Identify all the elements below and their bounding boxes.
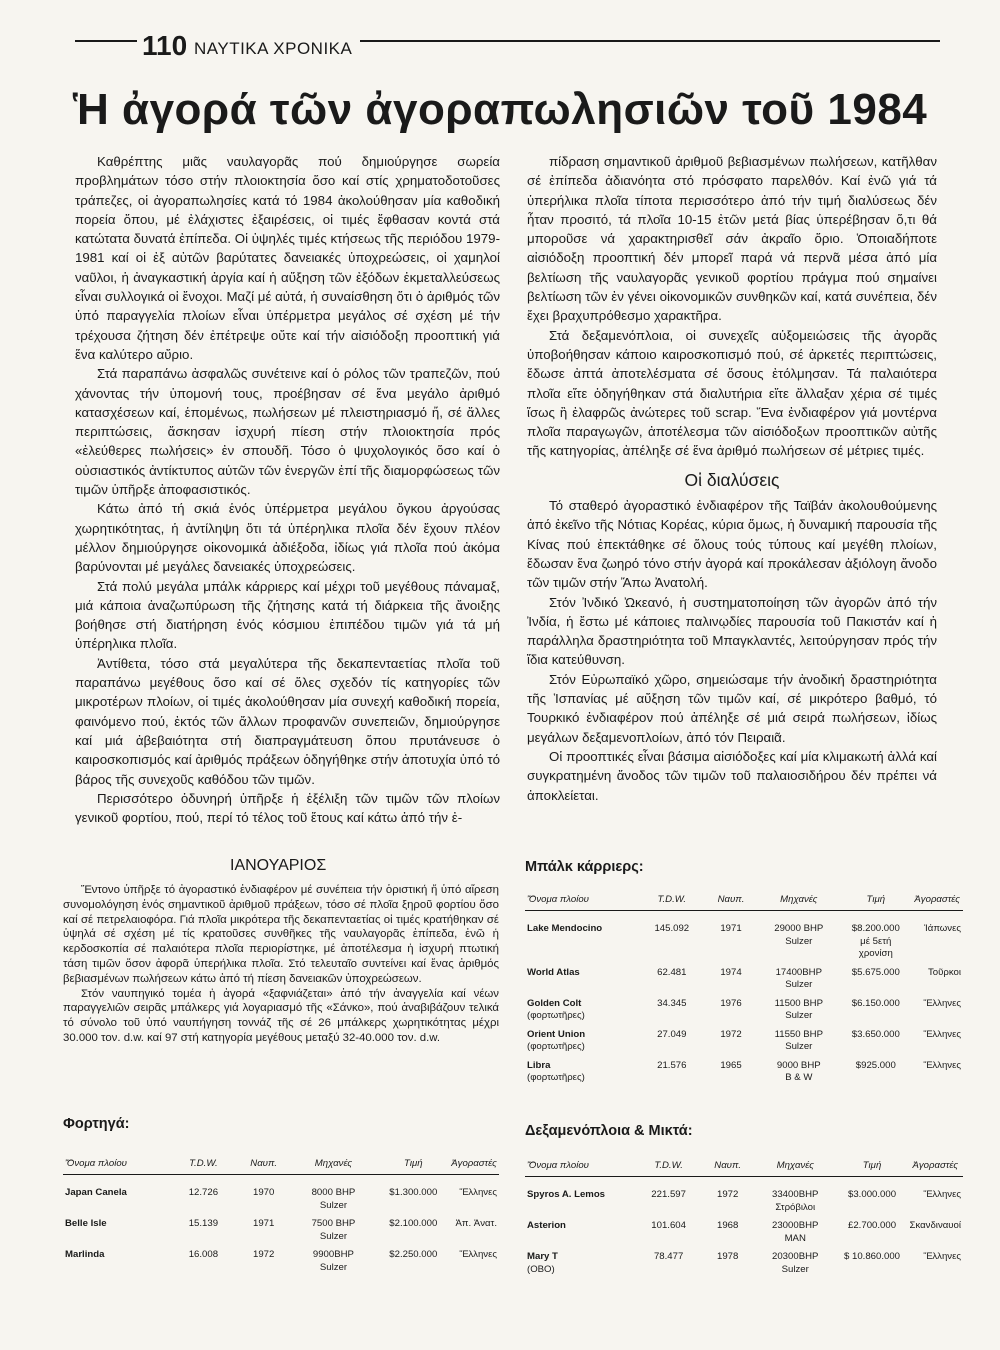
- table-row: [525, 911, 963, 967]
- built-year-cell: 1972: [720, 1028, 742, 1040]
- engine-make: Sulzer: [319, 1230, 348, 1242]
- built-year-cell: 1970: [252, 1187, 275, 1198]
- price: $6.150.000: [851, 997, 900, 1009]
- column-header: Μηχανές: [757, 884, 840, 911]
- engine-cell: [289, 1175, 377, 1219]
- price-cell: [840, 911, 911, 967]
- price: $2.250.000: [389, 1249, 438, 1260]
- column-header: Τιμή: [837, 1150, 908, 1177]
- engine-cell: [754, 1251, 837, 1282]
- paragraph: Περισσότερο ὀδυνηρή ὑπῆρξε ἡ ἐξέλιξη τῶν τιμῶν τῶν πλοίων γενικοῦ φορτίου, πού, περί τό τέλος τοῦ ἔτους καί κάτω ἀπό τήν ἐ-: [75, 790, 500, 826]
- paragraph: Τό σταθερό ἀγοραστικό ἐνδιαφέρον τῆς Ταϊβάν ἀκολουθούμενης ἀπό ἐκεῖνο τῆς Νότιας Κορέας, κύρια ὅμως, ἡ δυναμική παρουσία τῆς Κίνας πού ἐπεκτάθηκε σέ ὅλους τούς τύπους καί μεγέθη πλοίων, ἔδωσαν ἕνα ζωηρό τόνο στήν ἀγορά καί προκάλεσαν ἀξιόλογη ἄνοδο τῶν τιμῶν στήν Ἄπω Ἀνατολή.: [527, 498, 937, 591]
- column-header: T.D.W.: [636, 1150, 702, 1177]
- column-header: T.D.W.: [639, 884, 705, 911]
- built-year-cell: 1976: [720, 997, 742, 1009]
- buyer-cell: Ἰάπωνες: [924, 923, 961, 934]
- buyer-cell: Ἕλληνες: [923, 1189, 961, 1200]
- bulk-table-title: Μπάλκ κάρριερς:: [525, 859, 644, 875]
- engine-power: 8000 BHP: [311, 1187, 356, 1198]
- ship-name: Japan Canela: [65, 1187, 127, 1198]
- column-header: Ὄνομα πλοίου: [63, 1148, 169, 1175]
- table-row: [525, 1060, 963, 1091]
- january-text: [63, 883, 499, 1046]
- magazine-name: ΝΑΥΤΙΚΑ ΧΡΟΝΙΚΑ: [194, 39, 353, 58]
- cargo-table-title: Φορτηγά:: [63, 1116, 130, 1132]
- article-right-column: [527, 152, 937, 805]
- engine-cell: [289, 1218, 377, 1249]
- paragraph: Στά πολύ μεγάλα μπάλκ κάρριερς καί μέχρι τοῦ μεγέθους πάναμαξ, μιά κάποια ἀναζωπύρωση τῆς ζήτησης κατά τή διάρκεια τῆς ἄνοιξης βοήθησε στή διατήρηση ἑνός κόσμιου ἐπιπέδου τιμῶν γιά τά μή ὑπέρηλικα πλοῖα.: [75, 578, 500, 652]
- built-year-cell: 1965: [720, 1059, 742, 1071]
- engine-power: 23000BHP: [772, 1220, 819, 1231]
- buyer-cell: Ἕλληνες: [459, 1187, 497, 1198]
- tdw-cell: 12.726: [188, 1187, 219, 1198]
- column-header: T.D.W.: [169, 1148, 238, 1175]
- table-row: [525, 1251, 963, 1282]
- built-year-cell: 1974: [720, 966, 742, 978]
- engine-power: 33400BHP: [772, 1189, 819, 1200]
- table-row: [63, 1175, 499, 1219]
- right-column-paragraphs: [527, 152, 937, 461]
- price: $ 10.860.000: [844, 1251, 901, 1262]
- tdw-cell: 62.481: [657, 966, 687, 978]
- ship-type-note: (φορτωτῆρες): [527, 1010, 585, 1021]
- engine-power: 11500 BHP: [774, 997, 823, 1009]
- price-cell: [378, 1249, 449, 1280]
- engine-cell: [754, 1220, 837, 1251]
- buyer-cell: Ἕλληνες: [923, 1028, 961, 1040]
- ship-name-cell: [525, 967, 639, 998]
- engine-cell: [289, 1249, 377, 1280]
- column-header: Ναυπ.: [238, 1148, 289, 1175]
- paragraph: Στά παραπάνω ἀσφαλῶς συνέτεινε καί ὁ ρόλος τῶν τραπεζῶν, πού χάνοντας τήν ὑπομονή τους, προέβησαν σέ ἕνα μεγάλο ἀριθμό κατασχέσεων καί, ἑπομένως, πωλήσεων μέ πλειστηριασμό ἤ, σέ ἄλλες περιπτώσεις, ἄσκησαν ἰσχυρή πίεση στήν πλοιοκτησία πρός «ἐλεύθερες πωλήσεις» ἐν σπουδῆ. Τόσο ὁ ψυχολογικός ὅσο καί ὁ οὐσιαστικός ἀντίκτυπος αὐτῶν τῶν ἐνεργῶν ἐπί τῆς διαμορφώσεως τῶν τιμῶν ὑπῆρξε ἀποφασιστικός.: [75, 366, 500, 498]
- built-year-cell: 1978: [716, 1251, 739, 1262]
- paragraph: Ἔντονο ὑπῆρξε τό ἀγοραστικό ἐνδιαφέρον μέ συνέπεια τήν ὁριστική ἤ ὑπό αἵρεση συνομολόγηση ἑνός σημαντικοῦ ἀριθμοῦ πράξεων, τόσο σέ πλοῖα ξηροῦ φορτίου ὅσο καί σέ πετρελαιοφόρα. Γιά πλοῖα μικρότερα τῆς δεκαπενταετίας οἱ τιμές κρατήθηκαν σέ ὑψηλά σέ σχέση μέ τίς κρατοῦσες συνθῆκες τῆς ναυλαγορᾶς ἐπίπεδα, ἐνῶ ἡ κερδοσκοπία σέ παλαιότερα πλοῖα περιορίστηκε, μέ ἀποτέλεσμα ἡ ἰσχυρή πτωτική τάση τιμῶν ὅσον ἀφορᾶ ὑπερήλικα πλοῖα. Στό τελευταῖο συντείνει καί ἕνας ἀριθμός βεβιασμένων πωλήσεων κάτω ἀπό τή πίεση δανειακῶν ὑποχρεώσεων.: [63, 884, 499, 985]
- column-header: Ὄνομα πλοίου: [525, 1150, 636, 1177]
- column-header: Ἀγοραστές: [911, 884, 963, 911]
- price: £2.700.000: [848, 1220, 897, 1231]
- paragraph: Στόν ναυπηγικό τομέα ἡ ἀγορά «ξαφνιάζεται» ἀπό τήν ἀναγγελία καί νέων παραγγελιῶν σειρᾶς μπάλκερς γιά λογαριασμό τῆς «Σάνκο», πού ἀναβιβάζουν τελικά τό σύνολο τοῦ ὑπό ναυπήγηση τοννάζ τῆς σέ 26 μπάλκερς χωρητικότητας μέχρι 30.000 τον. d.w. καί 97 στή κατηγορία μεγέθους μεταξύ 32-40.000 τον. d.w.: [63, 987, 499, 1044]
- buyer-cell: Ἕλληνες: [923, 997, 961, 1009]
- ship-name: World Atlas: [527, 966, 580, 978]
- price-cell: [840, 967, 911, 998]
- ship-name: Lake Mendocino: [527, 923, 603, 934]
- ship-type-note: (φορτωτῆρες): [527, 1072, 585, 1083]
- price-cell: [837, 1177, 908, 1221]
- engine-power: 9000 BHP: [776, 1059, 821, 1071]
- article-headline: Ἡ ἀγορά τῶν ἀγοραπωλησιῶν τοῦ 1984: [72, 85, 928, 134]
- engine-make: Sulzer: [781, 1263, 809, 1275]
- column-header: Ἀγοραστές: [907, 1150, 963, 1177]
- table-header-row: [525, 1150, 963, 1177]
- engine-make: Sulzer: [785, 979, 813, 990]
- engine-make: Sulzer: [785, 935, 813, 947]
- buyer-cell: Ἀπ. Ἀνατ.: [455, 1218, 497, 1229]
- column-header: Τιμή: [840, 884, 911, 911]
- ship-name-cell: [525, 1220, 636, 1251]
- engine-make: Sulzer: [785, 1010, 813, 1021]
- section-subheading: Οἱ διαλύσεις: [684, 469, 780, 490]
- ship-name-cell: [63, 1218, 169, 1249]
- bulk-table: [525, 884, 963, 1091]
- built-year-cell: 1968: [716, 1220, 739, 1231]
- engine-make: Sulzer: [785, 1041, 813, 1052]
- engine-power: 29000 BHP: [774, 923, 824, 934]
- ship-name: Orient Union: [527, 1028, 586, 1040]
- ship-type-note: (φορτωτῆρες): [527, 1041, 585, 1052]
- built-year-cell: 1972: [252, 1249, 275, 1260]
- table-header-row: [525, 884, 963, 911]
- table-row: [63, 1249, 499, 1280]
- right-column-paragraphs-2: [527, 496, 937, 805]
- ship-name: Belle Isle: [65, 1218, 107, 1229]
- ship-name-cell: [63, 1175, 169, 1219]
- column-header: Ὄνομα πλοίου: [525, 884, 639, 911]
- paragraph: Στόν Ἰνδικό Ὠκεανό, ἡ συστηματοποίηση τῶν ἀγορῶν ἀπό τήν Ἰνδία, ἡ ἔστω μέ κάποιες παλινῳδίες παρουσία τοῦ Πακιστάν καί ἡ παράλληλα δραστηριότητα τοῦ Μπαγκλαντές, λειτούργησαν πρός τήν ἴδια κατεύθυνση.: [527, 594, 937, 668]
- ship-type-note: (OBO): [527, 1263, 555, 1275]
- tdw-cell: 27.049: [657, 1028, 687, 1040]
- ship-name: Libra: [527, 1059, 551, 1071]
- engine-cell: [757, 1060, 840, 1091]
- ship-name-cell: [525, 998, 639, 1029]
- built-year-cell: 1972: [716, 1189, 739, 1200]
- price-cell: [840, 998, 911, 1029]
- table-row: [525, 1029, 963, 1060]
- column-header: Ἀγοραστές: [449, 1148, 499, 1175]
- buyer-cell: Ἕλληνες: [459, 1249, 497, 1260]
- paragraph: Ἀντίθετα, τόσο στά μεγαλύτερα τῆς δεκαπενταετίας πλοῖα τοῦ παραπάνω μεγέθους ὅσο καί σέ ὅλες σχεδόν τίς κατηγορίες τῶν μικροτέρων πλοίων, οἱ τιμές ἀκολούθησαν μία συνεχή καθοδική πορεία, φαινόμενο πού, ἐκτός τῶν ἄλλων προφανῶν συνεπειῶν, δημιούργησε καί μιά ἀβεβαιότητα στή διαπραγμάτευση ὅπου πρυτάνευσε ὁ καιροσκοπισμός καί ἀριθμός πράξεων ὁδηγήθηκε στήν ἀποτυχία ὑπό τό βάρος τῆς συνεχοῦς καθόδου τῶν τιμῶν.: [75, 655, 500, 787]
- paragraph: Στόν Εὐρωπαϊκό χῶρο, σημειώσαμε τήν ἀνοδική δραστηριότητα τῆς Ἱσπανίας μέ αὔξηση τῶν τιμῶν καί, σέ μικρότερο βαθμό, τό Τουρκικό ἐνδιαφέρον πού ἀπέληξε σέ μιά σειρά πωλήσεων, ἰδίως μεγάλων δεξαμενοπλοίων, ἀπό τόν Πειραιᾶ.: [527, 671, 937, 745]
- ship-name: Asterion: [527, 1220, 566, 1231]
- price-cell: [837, 1251, 908, 1282]
- engine-power: 9900BHP: [312, 1249, 354, 1260]
- engine-cell: [754, 1177, 837, 1221]
- january-title: ΙΑΝΟΥΑΡΙΟΣ: [230, 857, 327, 874]
- column-header: Τιμή: [378, 1148, 449, 1175]
- table-row: [63, 1218, 499, 1249]
- paragraph: πίδραση σημαντικοῦ ἀριθμοῦ βεβιασμένων πωλήσεων, κατῆλθαν σέ ἐπίπεδα ἀδιανόητα στό πρόσφατο παρελθόν. Καί ἐνῶ γιά τά ὑπερήλικα πλοῖα τίποτα περισσότερο ἀπό τήν τιμή διαλύσεως δέν ἦταν προσιτό, τά πλοῖα 10-15 ἐτῶν μετά βίας ὑπερέβησαν ὅ,τι θά μποροῦσε νά χαρακτηρισθεῖ σάν ἀκραῖο ὅριο. Ὁποιαδήποτε αἰσιόδοξη προοπτική δέν μπορεῖ παρά νά περνᾶ μέσα ἀπό μία βελτίωση τῆς ναυλαγορᾶς γενικοῦ φορτίου πράγμα πού σημαίνει βελτίωση τῶν ἐν γένει οἰκονομικῶν συνθηκῶν καί, κατά συνέπεια, δέν ἔχει βραχυπρόθεσμο χαρακτῆρα.: [527, 154, 937, 324]
- engine-cell: [757, 967, 840, 998]
- ship-name: Spyros A. Lemos: [527, 1189, 606, 1200]
- tdw-cell: 15.139: [188, 1218, 219, 1229]
- buyer-cell: Ἕλληνες: [923, 1059, 961, 1071]
- price-cell: [840, 1029, 911, 1060]
- cargo-table: [63, 1148, 499, 1280]
- price-note: μέ 5ετή χρονίση: [858, 935, 893, 959]
- price-cell: [378, 1218, 449, 1249]
- price-cell: [378, 1175, 449, 1219]
- engine-power: 11550 BHP: [774, 1028, 823, 1040]
- column-header: Μηχανές: [754, 1150, 837, 1177]
- buyer-cell: Τοῦρκοι: [928, 966, 961, 978]
- table-row: [525, 967, 963, 998]
- engine-cell: [757, 911, 840, 967]
- tdw-cell: 145.092: [654, 923, 690, 934]
- price-cell: [840, 1060, 911, 1091]
- ship-name-cell: [63, 1249, 169, 1280]
- price: $5.675.000: [851, 966, 900, 978]
- buyer-cell: Ἕλληνες: [923, 1251, 961, 1262]
- ship-name: Golden Colt: [527, 997, 582, 1009]
- engine-make: B & W: [785, 1072, 813, 1083]
- tdw-cell: 34.345: [657, 997, 687, 1009]
- ship-name-cell: [525, 911, 639, 967]
- engine-power: 20300BHP: [772, 1251, 819, 1262]
- price: $1.300.000: [389, 1187, 438, 1198]
- ship-name: Marlinda: [65, 1249, 105, 1260]
- engine-cell: [757, 1029, 840, 1060]
- engine-make: Στρόβιλοι: [775, 1201, 816, 1213]
- ship-name-cell: [525, 1029, 639, 1060]
- price: $3.000.000: [848, 1189, 897, 1200]
- tdw-cell: 16.008: [188, 1249, 219, 1260]
- engine-make: Sulzer: [319, 1261, 348, 1273]
- price: $925.000: [855, 1059, 896, 1071]
- column-header: Ναυπ.: [705, 884, 758, 911]
- column-header: Μηχανές: [289, 1148, 377, 1175]
- tdw-cell: 78.477: [653, 1251, 684, 1262]
- table-row: [525, 1177, 963, 1221]
- ship-name: Mary T: [527, 1251, 558, 1262]
- price-cell: [837, 1220, 908, 1251]
- paragraph: Καθρέπτης μιᾶς ναυλαγορᾶς πού δημιούργησε σωρεία προβλημάτων τόσο στήν πλοιοκτησία ὅσο καί στίς χρηματοδοτοῦσες τράπεζες, οἱ ἀγοραπωλησίες κατά τό 1984 ἀκολούθησαν μία καθοδική πορεία ὅπου, μέ ἐλάχιστες ἐξαιρέσεις, οἱ τιμές ἔφθασαν κοντά στά κατώτατα δυνατά ἐπίπεδα. Οἱ ὑψηλές τιμές κτήσεως τῆς περιόδου 1979-1981 καί οἱ ἐξ αὐτῶν βαρύτατες δανειακές ὑποχρεώσεις, οἱ χαμηλοί ναῦλοι, ἡ ἀναγκαστική ἀργία καί ἡ αὔξηση τῶν ἐξόδων ἐκμεταλλεύσεως εἶναι συλλογικά οἱ ἔνοχοι. Μαζί μέ αὐτά, ἡ συναίσθηση ὅτι ὁ ἀριθμός τῶν ὑπό παραγγελία πλοίων εἶναι ὑπέρμετρα μεγάλος σέ σχέση μέ τήν τρέχουσα ζήτηση δέν ἐπέτρεψε οὔτε καί τήν αἰσιόδοξη προοπτική γιά ἕνα καλύτερο αὔριο.: [75, 154, 500, 362]
- engine-power: 17400BHP: [775, 966, 822, 978]
- tankers-table-title: Δεξαμενόπλοια & Μικτά:: [525, 1123, 693, 1139]
- built-year-cell: 1971: [720, 923, 742, 934]
- ship-name-cell: [525, 1060, 639, 1091]
- engine-make: Sulzer: [319, 1199, 348, 1211]
- price: $8.200.000: [851, 923, 900, 934]
- tankers-table: [525, 1150, 963, 1282]
- built-year-cell: 1971: [252, 1218, 275, 1229]
- tdw-cell: 101.604: [651, 1220, 686, 1231]
- engine-make: MAN: [784, 1232, 806, 1244]
- price: $3.650.000: [851, 1028, 900, 1040]
- article-left-column: [75, 152, 500, 827]
- page-number: 110: [142, 30, 188, 61]
- buyer-cell: Σκανδιναυοί: [909, 1220, 961, 1231]
- table-header-row: [63, 1148, 499, 1175]
- price: $2.100.000: [389, 1218, 438, 1229]
- header-rule-right: [360, 40, 940, 42]
- table-row: [525, 1220, 963, 1251]
- header-rule-left: [75, 40, 137, 42]
- ship-name-cell: [525, 1251, 636, 1282]
- column-header: Ναυπ.: [701, 1150, 753, 1177]
- paragraph: Στά δεξαμενόπλοια, οἱ συνεχεῖς αὐξομειώσεις τῆς ἀγορᾶς ὑποβοήθησαν κάποιο καιροσκοπισμό πού, σέ ἀρκετές περιπτώσεις, ἔδωσε ἀπτά ἀποτελέσματα σέ ὅσους ἐτόλμησαν. Τά παλαιότερα πλοῖα εἴτε ὁδηγήθηκαν στά διαλυτήρια εἴτε ἄλλαξαν χέρια σέ τιμές ἴσως ἢ ἐλαφρῶς ἀνώτερες τοῦ scrap. Ἕνα ἐνδιαφέρον γιά μοντέρνα πλοῖα παραγωγῶν, ἀποτέλεσμα τῶν αἰσιόδοξων προοπτικῶν αὐτῆς τῆς κατηγορίας, ἀπέληξε σέ ἕνα ἀριθμό πωλήσεων σέ μέτριες τιμές.: [527, 327, 937, 459]
- ship-name-cell: [525, 1177, 636, 1221]
- tdw-cell: 221.597: [651, 1189, 686, 1200]
- table-row: [525, 998, 963, 1029]
- engine-power: 7500 BHP: [311, 1218, 356, 1229]
- tdw-cell: 21.576: [657, 1059, 687, 1071]
- engine-cell: [757, 998, 840, 1029]
- paragraph: Οἱ προοπτικές εἶναι βάσιμα αἰσιόδοξες καί μία κλιμακωτή ἀλλά καί συγκρατημένη ἄνοδος τῶν τιμῶν τοῦ παλαιοσιδήρου δέν πρέπει νά ἀποκλείεται.: [527, 748, 937, 803]
- paragraph: Κάτω ἀπό τή σκιά ἑνός ὑπέρμετρα μεγάλου ὄγκου ἀργούσας χωρητικότητας, ἡ ἀντίληψη ὅτι τά ὑπέρηλικα πλοῖα δέν ἔχουν πλέον μέλλον δημιούργησε οἰκονομικά ἀδιέξοδα, ἰδίως γιά πλοῖα πού ἀκόμα βαρύνονται μέ μεγάλες δανειακές ὑποχρεώσεις.: [75, 501, 500, 575]
